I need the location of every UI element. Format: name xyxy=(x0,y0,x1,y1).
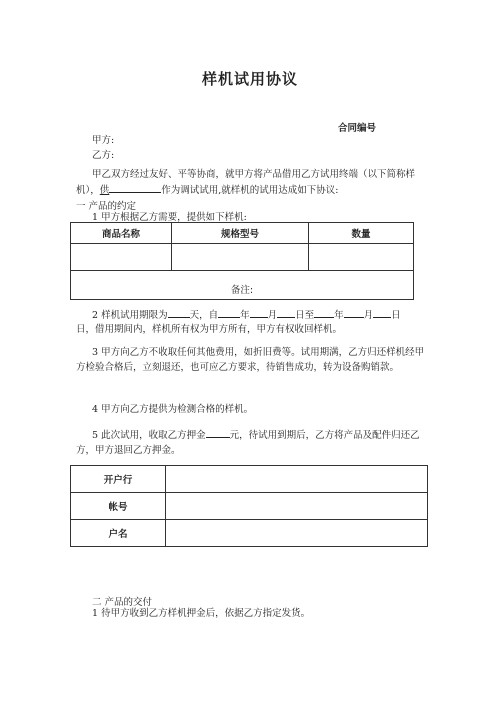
goods-table xyxy=(70,222,414,300)
clause2-text-c: 年 xyxy=(240,310,250,321)
goods-table-row xyxy=(71,244,414,271)
days-blank xyxy=(168,307,190,318)
clause5-text-a: 5 此次试用，收取乙方押金 xyxy=(92,430,206,441)
start-month-blank xyxy=(250,307,268,318)
account-label: 帐号 xyxy=(71,493,166,520)
intro-gong: 供 xyxy=(99,185,110,196)
bank-info-table xyxy=(70,465,428,547)
clause-4: 4 甲方向乙方提供为检测合格的样机。 xyxy=(92,404,254,415)
start-day-blank xyxy=(277,307,295,318)
contract-number-label: 合同编号 xyxy=(338,123,377,134)
clause2-text-f: 年 xyxy=(334,310,344,321)
goods-header-qty: 数量 xyxy=(309,223,414,244)
goods-table-note-row xyxy=(71,271,414,300)
end-year-blank xyxy=(314,307,334,318)
clause2-text-g: 月 xyxy=(363,310,374,321)
intro-paragraph xyxy=(76,167,428,198)
clause-3: 3 甲方向乙方不收取任何其他费用，如折旧费等。试用期满，乙方归还样机经甲方检验合格后，立刻退还，也可应乙方要求，待销售成功，转为设备购销款。 xyxy=(76,347,425,373)
clause-1: 1 甲方根据乙方需要，提供如下样机: xyxy=(92,212,247,223)
clause-2-line2: 日，借用期间内，样机所有权为甲方所有，甲方有权收回样机。 xyxy=(76,324,343,335)
intro-text-2: 作为调试试用,就样机的试用达成如下协议: xyxy=(161,185,339,196)
clause2-text-d: 月 xyxy=(267,310,278,321)
purpose-blank xyxy=(109,182,161,193)
document-title: 样机试用协议 xyxy=(201,70,298,88)
end-day-blank xyxy=(373,307,391,318)
clause2-text-e: 日至 xyxy=(295,310,315,321)
section2-heading: 二 产品的交付 xyxy=(92,597,153,608)
delivery-clause-1: 1 待甲方收到乙方样机押金后，依据乙方指定发货。 xyxy=(92,608,311,619)
account-name-row xyxy=(71,520,428,547)
account-name-label: 户名 xyxy=(71,520,166,547)
account-row xyxy=(71,493,428,520)
end-month-blank xyxy=(344,307,364,318)
clause2-text-a: 2 样机试用期限为 xyxy=(92,310,168,321)
clause5-text-b: 元，待试用到期后，乙方将产品及配件归还乙方，甲方退回乙方押金。 xyxy=(76,430,420,456)
start-year-blank xyxy=(218,307,240,318)
account-value xyxy=(166,493,428,520)
bank-row xyxy=(71,466,428,493)
deposit-blank xyxy=(206,427,230,438)
goods-note-cell: 备注: xyxy=(71,271,414,300)
party-a-label: 甲方: xyxy=(92,135,115,146)
intro-text-1: 甲乙双方经过友好、平等协商，就甲方将产品借用乙方试用终端（以下简称样机）， xyxy=(76,169,416,196)
clause2-text-b: 天，自 xyxy=(189,310,219,321)
goods-header-model: 规格型号 xyxy=(172,223,309,244)
bank-label: 开户行 xyxy=(71,466,166,493)
goods-cell-qty xyxy=(309,244,414,271)
section1-heading: 一 产品的约定 xyxy=(76,201,137,212)
clause-5 xyxy=(76,427,428,458)
clause2-text-h: 日 xyxy=(391,310,401,321)
goods-cell-name xyxy=(71,244,172,271)
goods-cell-model xyxy=(172,244,309,271)
clause-2 xyxy=(76,307,428,323)
goods-header-name: 商品名称 xyxy=(71,223,172,244)
party-b-label: 乙方: xyxy=(92,150,115,161)
account-name-value xyxy=(166,520,428,547)
goods-table-header-row xyxy=(71,223,414,244)
bank-value xyxy=(166,466,428,493)
